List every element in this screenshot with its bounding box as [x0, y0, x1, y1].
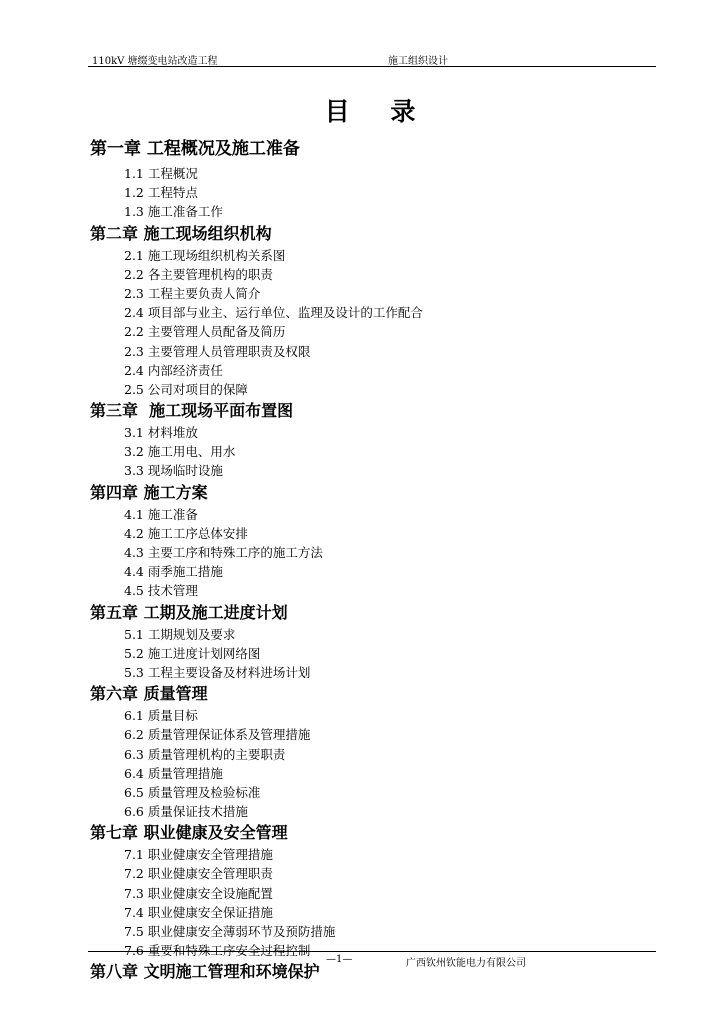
- page-number: —1—: [326, 954, 353, 965]
- chapter-heading: 第三章 施工现场平面布置图: [90, 401, 294, 421]
- toc-item: 2.2 主要管理人员配备及简历: [124, 324, 286, 340]
- toc-item: 7.1 职业健康安全管理措施: [124, 847, 273, 863]
- toc-item: 2.1 施工现场组织机构关系图: [124, 247, 286, 263]
- toc-item: 2.5 公司对项目的保障: [124, 381, 248, 397]
- toc-item: 3.2 施工用电、用水: [124, 444, 236, 460]
- toc-item: 5.3 工程主要设备及材料进场计划: [124, 664, 311, 680]
- toc-title: 目 录: [324, 97, 432, 126]
- toc-item: 4.3 主要工序和特殊工序的施工方法: [124, 545, 323, 560]
- toc-item: 7.2 职业健康安全管理职责: [124, 866, 273, 882]
- toc-item: 2.2 各主要管理机构的职责: [124, 266, 273, 282]
- toc-item: 3.3 现场临时设施: [124, 463, 223, 479]
- toc-item: 4.5 技术管理: [124, 583, 198, 599]
- chapter-heading: 第六章 质量管理: [90, 684, 208, 704]
- toc-item: 6.4 质量管理措施: [124, 765, 223, 781]
- toc-item: 7.3 职业健康安全设施配置: [124, 885, 273, 901]
- company-name: 广西钦州钦能电力有限公司: [406, 958, 526, 969]
- chapter-heading: 第五章 工期及施工进度计划: [90, 602, 288, 622]
- toc-item: 6.3 质量管理机构的主要职责: [124, 746, 286, 762]
- toc-item: 1.3 施工准备工作: [124, 204, 223, 220]
- toc-item: 1.2 工程特点: [124, 185, 198, 201]
- toc-item: 3.1 材料堆放: [124, 425, 198, 441]
- chapter-heading: 第七章 职业健康及安全管理: [90, 823, 288, 843]
- toc-item: 2.3 主要管理人员管理职责及权限: [124, 343, 311, 359]
- chapter-heading: 第二章 施工现场组织机构: [90, 223, 272, 243]
- table-of-contents: [90, 134, 656, 984]
- toc-item: 7.6 重要和特殊工序安全过程控制: [124, 943, 311, 959]
- toc-item: 4.2 施工工序总体安排: [124, 525, 248, 541]
- document-type: 施工组织设计: [388, 56, 448, 67]
- chapter-heading: 第四章 施工方案: [90, 482, 208, 502]
- toc-item: 1.1 工程概况: [124, 166, 198, 181]
- toc-item: 6.1 质量目标: [124, 708, 198, 724]
- toc-item: 2.3 工程主要负责人简介: [124, 285, 261, 301]
- toc-item: 7.5 职业健康安全薄弱环节及预防措施: [124, 924, 336, 939]
- toc-item: 5.1 工期规划及要求: [124, 626, 236, 642]
- project-name: 110kV 塘缀变电站改造工程: [92, 56, 218, 67]
- toc-item: 4.4 雨季施工措施: [124, 564, 223, 580]
- toc-item: 6.6 质量保证技术措施: [124, 804, 248, 820]
- toc-item: 6.2 质量管理保证体系及管理措施: [124, 727, 311, 743]
- chapter-heading: 第一章 工程概况及施工准备: [90, 139, 300, 159]
- toc-item: 5.2 施工进度计划网络图: [124, 645, 261, 661]
- toc-item: 6.5 质量管理及检验标准: [124, 784, 261, 800]
- page-header: [88, 50, 656, 67]
- toc-item: 2.4 项目部与业主、运行单位、监理及设计的工作配合: [124, 305, 423, 321]
- toc-item: 2.4 内部经济责任: [124, 362, 223, 378]
- toc-item: 7.4 职业健康安全保证措施: [124, 904, 273, 920]
- toc-item: 4.1 施工准备: [124, 506, 198, 522]
- chapter-heading: 第八章 文明施工管理和环境保护: [90, 962, 320, 982]
